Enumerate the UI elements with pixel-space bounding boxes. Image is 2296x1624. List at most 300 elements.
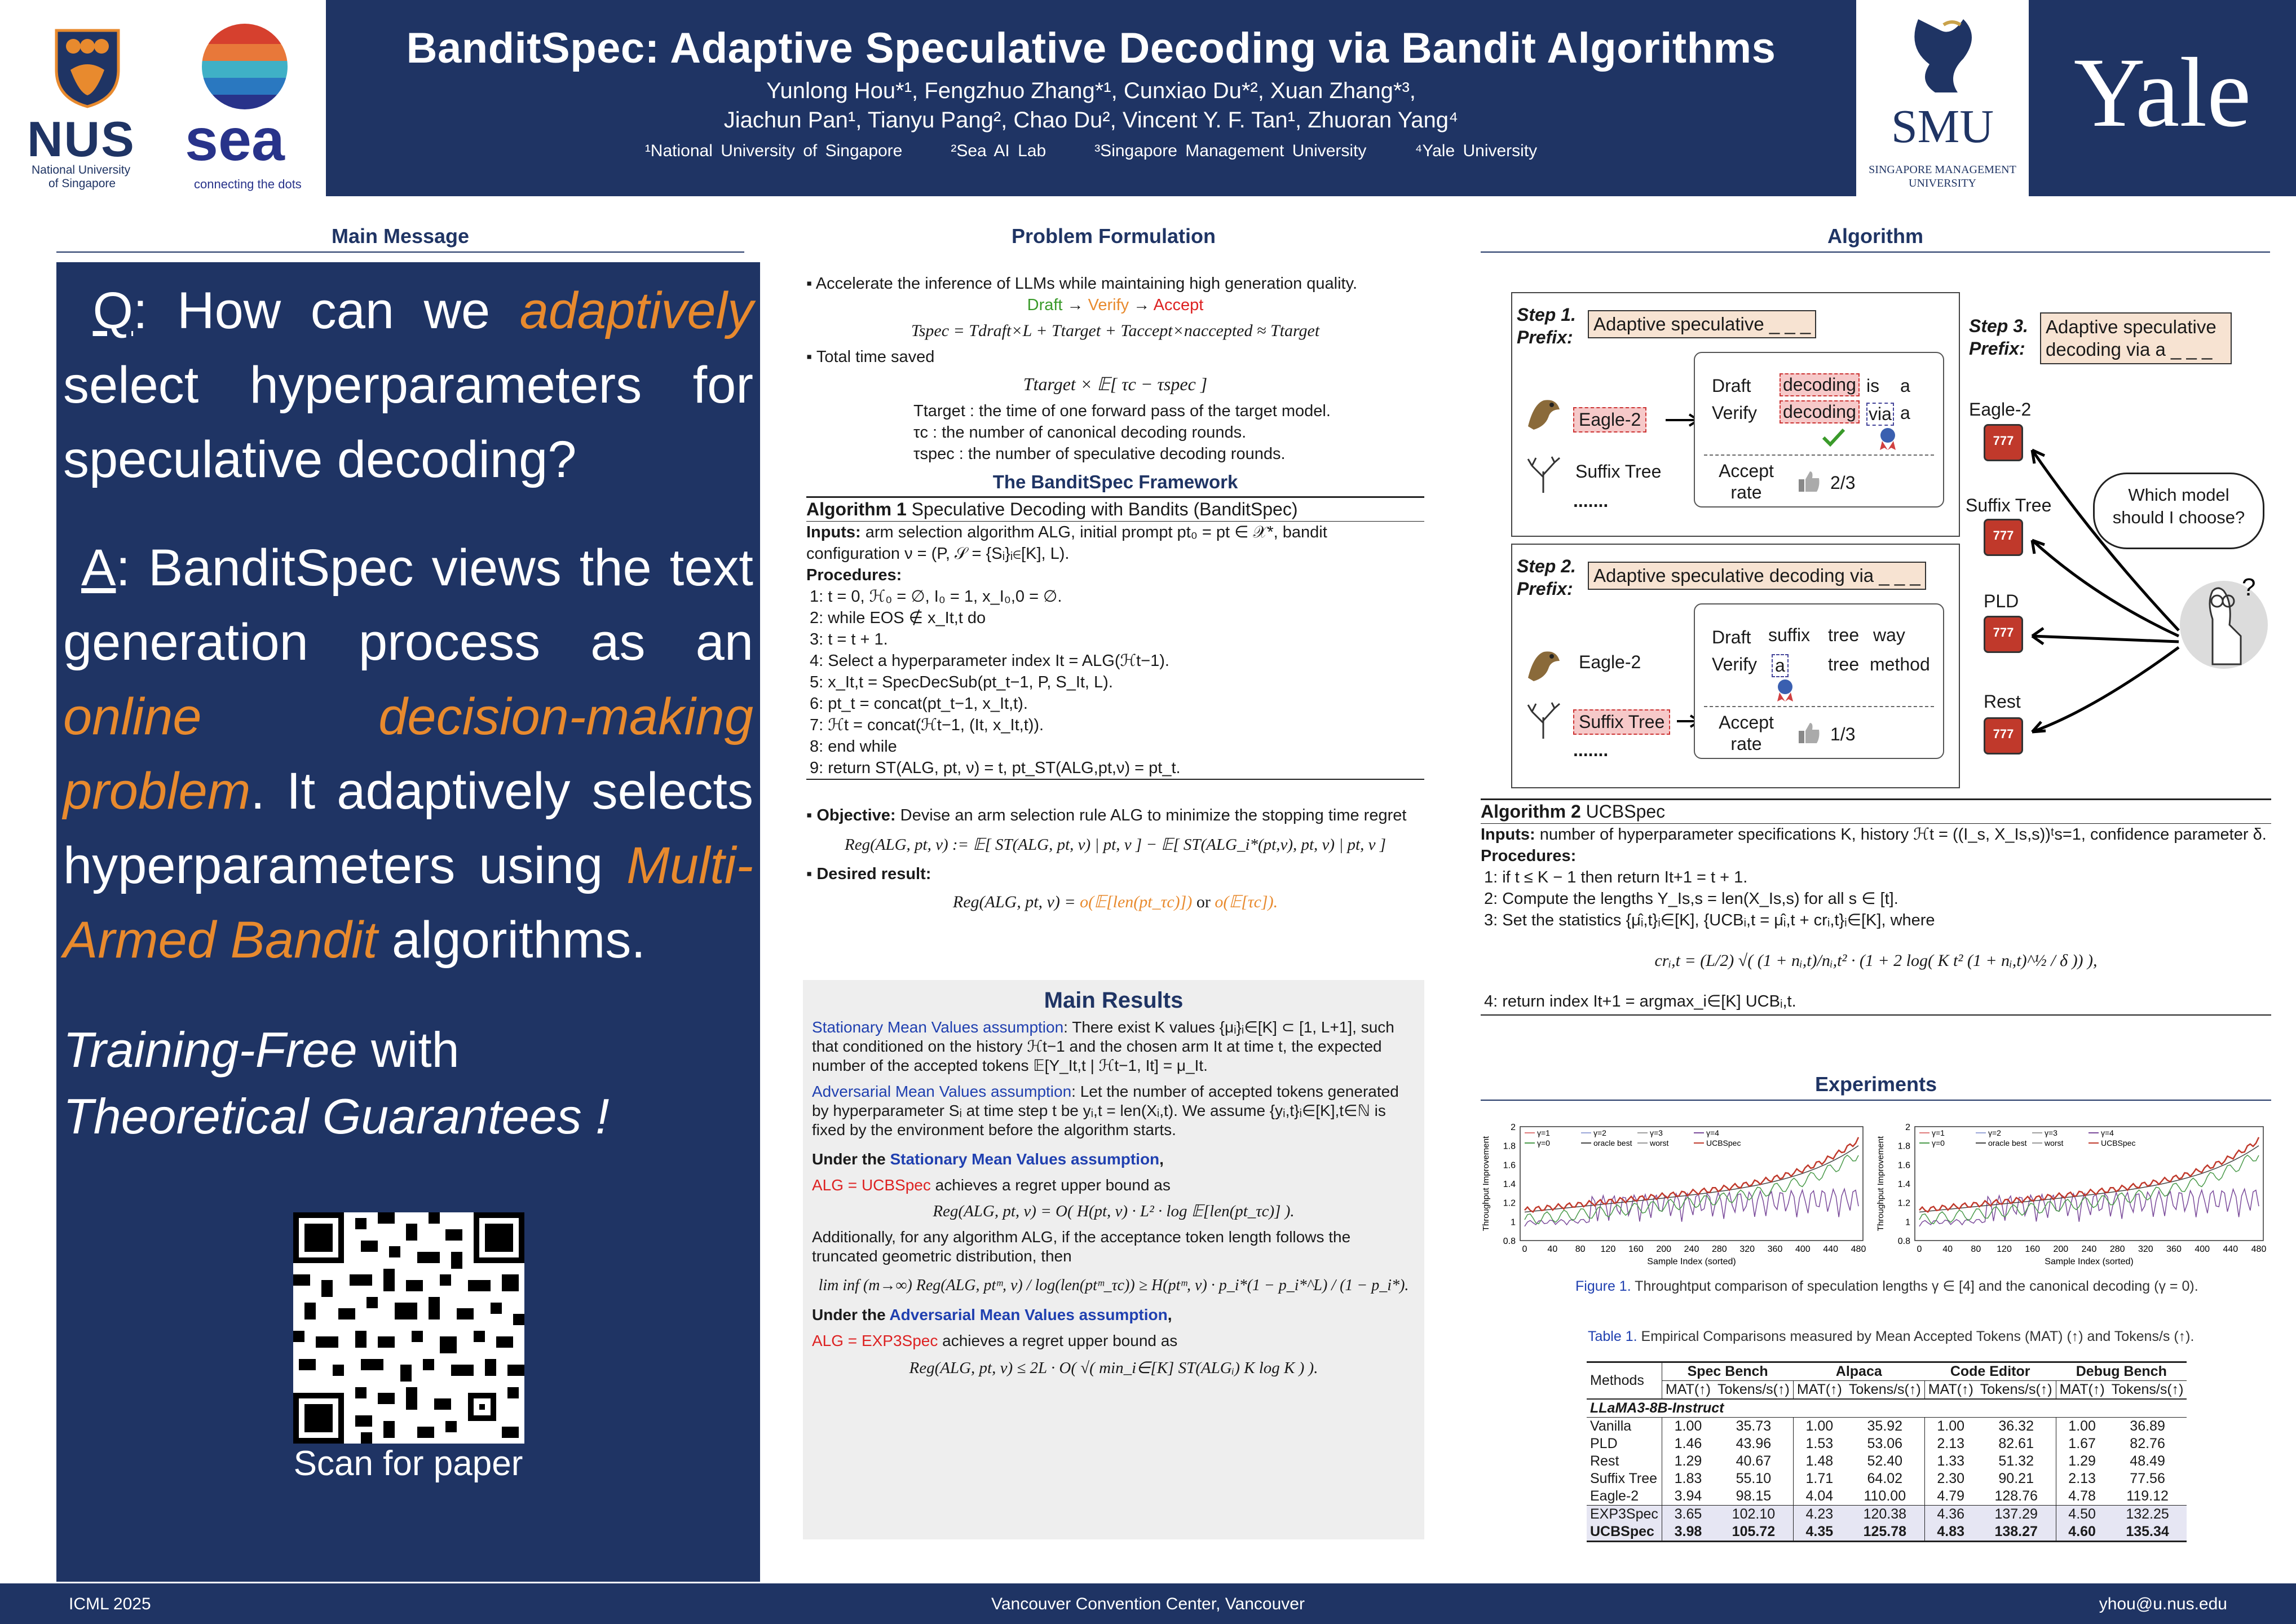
verify-label: Verify	[1712, 654, 1758, 674]
algorithm-line: 4: Select a hyperparameter index It = ALG(ℋt−1).	[810, 652, 1169, 670]
algorithm-line: 1: if t ≤ K − 1 then return It+1 = t + 1.	[1484, 868, 1748, 886]
legend-label: oracle best	[1988, 1138, 2027, 1148]
table-cell: 3.65	[1674, 1506, 1702, 1522]
sea-logo-icon	[200, 21, 290, 112]
table-cell: 120.38	[1845, 1506, 1924, 1524]
table-cell: 36.89	[2130, 1418, 2165, 1434]
x-tick-label: 200	[2053, 1245, 2069, 1254]
logo-panel	[0, 0, 326, 196]
step2-panel	[1511, 544, 1960, 788]
griffin-icon	[1522, 392, 1565, 435]
legend-label: UCBSpec	[1706, 1138, 1741, 1148]
eq4-part: Reg(ALG, pt, ν) =	[952, 893, 1080, 911]
equation-lower-bound: lim inf (m→∞) Reg(ALG, ptᵐ, ν) / log(len(ptᵐ_τc)) ≥ H(ptᵐ, ν) · p_i*(1 − p_i*^L) / (1 − p_i*).	[818, 1277, 1409, 1294]
x-tick-label: 160	[2025, 1245, 2041, 1254]
alg1-lines	[806, 586, 1424, 779]
q-label: Q	[92, 282, 134, 339]
accept-rate-label: Accept rate	[1719, 461, 1774, 502]
table-method-cell: PLD	[1587, 1435, 1662, 1453]
table-row	[1587, 1435, 2187, 1453]
algorithm-line: 7: ℋt = concat(ℋt−1, (It, x_It,t)).	[810, 716, 1044, 734]
x-tick-label: 240	[1684, 1245, 1699, 1254]
legend-label: worst	[1650, 1138, 1669, 1148]
x-tick-label: 360	[1767, 1245, 1783, 1254]
table-cell: 82.61	[1977, 1435, 2056, 1453]
legend-label: γ=4	[2101, 1128, 2114, 1137]
y-tick-label: 1.8	[1897, 1141, 1910, 1151]
table-cell: 4.78	[2068, 1488, 2096, 1504]
title-band	[326, 0, 1856, 196]
table-row	[1587, 1523, 2187, 1542]
table-cell: 1.48	[1805, 1453, 1834, 1469]
table-cell: 135.34	[2126, 1524, 2169, 1539]
x-tick-label: 0	[1522, 1245, 1527, 1254]
ucbspec-label: ALG = UCBSpec	[812, 1176, 931, 1194]
table-cell: 4.83	[1937, 1524, 1965, 1539]
legend-label: γ=3	[2045, 1128, 2057, 1137]
desired-label: Desired result:	[816, 865, 931, 883]
result-text: achieves a regret upper bound as	[938, 1332, 1178, 1349]
eq4-highlight: o(𝔼[τc]).	[1215, 893, 1278, 911]
training-free-italic: Training-Free	[63, 1022, 357, 1078]
table-cell: 52.40	[1845, 1453, 1924, 1470]
draft-token: decoding	[1780, 373, 1860, 396]
pipeline-row	[806, 294, 1424, 316]
table-header: Debug Bench	[2056, 1362, 2187, 1381]
x-tick-label: 320	[1739, 1245, 1755, 1254]
table-cell: 4.04	[1805, 1488, 1834, 1504]
table-cell: 1.00	[1805, 1418, 1834, 1434]
table-cell: 98.15	[1714, 1488, 1793, 1506]
table-header: Spec Bench	[1662, 1362, 1793, 1381]
table-subheader-row	[1587, 1381, 2187, 1400]
sea-tagline: connecting the dots	[194, 177, 302, 191]
algorithm-line: 3: Set the statistics {μ̂ᵢ,t}ᵢ∈[K], {UCBᵢ,t = μ̂ᵢ,t + crᵢ,t}ᵢ∈[K], where	[1484, 911, 1935, 929]
table-cell: 4.36	[1937, 1506, 1965, 1522]
table-method-cell: Vanilla	[1587, 1418, 1662, 1436]
algorithm-line: 9: return ST(ALG, pt, ν) = t, pt_ST(ALG,pt,ν) = pt_t.	[810, 759, 1181, 777]
x-tick-label: 160	[1628, 1245, 1644, 1254]
alg2-inputs-text: number of hyperparameter specifications K, history ℋt = ((I_s, X_Is,s))ᵗs=1, confidence parameter δ.	[1539, 826, 2267, 844]
arm-label-pld: PLD	[1984, 591, 2019, 611]
x-tick-label: 40	[1942, 1245, 1953, 1254]
verify-token: tree	[1828, 654, 1860, 674]
nus-subtitle: of Singapore	[48, 177, 116, 190]
accept-rate-value: 1/3	[1830, 724, 1856, 744]
smu-subtitle: SINGAPORE MANAGEMENT	[1869, 164, 2016, 176]
table-cell: 1.83	[1674, 1471, 1702, 1486]
y-tick-label: 1.2	[1503, 1198, 1516, 1208]
table-cell: 35.73	[1714, 1418, 1793, 1436]
objective-label: Objective:	[816, 806, 896, 824]
nus-crest-icon	[51, 25, 124, 109]
answer-part: algorithms.	[377, 911, 646, 969]
nus-subtitle: National University	[32, 164, 131, 176]
affiliations	[326, 142, 1856, 161]
table-cell: 110.00	[1845, 1488, 1924, 1506]
stationary-text: : There exist K values {μᵢ}ᵢ∈[K] ⊂ [1, L+1], such that conditioned on the history ℋt−1 and the chosen arm It at time t, the expected number of the accepted tokens 𝔼[Y_It,t | ℋt−1, It] = μ_It.	[812, 1018, 1394, 1074]
authors-line: Jiachun Pan¹, Tianyu Pang², Chao Du², Vincent Y. F. Tan¹, Zhuoran Yang⁴	[723, 108, 1459, 133]
table-header: Alpaca	[1793, 1362, 1924, 1381]
problem-formulation-body	[806, 273, 1424, 920]
pipeline-accept: Accept	[1153, 296, 1204, 314]
table-cell: 1.67	[2068, 1436, 2096, 1451]
x-tick-label: 400	[2195, 1245, 2210, 1254]
y-axis-label: Throughput Improvement	[1876, 1136, 1886, 1232]
eq4-part: or	[1192, 893, 1215, 911]
table-cell: 3.98	[1674, 1524, 1702, 1539]
table-label: Table 1.	[1588, 1329, 1637, 1344]
table-header: Methods	[1587, 1362, 1662, 1400]
objective-body: Devise an arm selection rule ALG to minimize the stopping time regret	[900, 806, 1407, 824]
y-tick-label: 1.4	[1503, 1180, 1516, 1189]
table-cell: 3.94	[1674, 1488, 1702, 1504]
section-heading-experiments: Experiments	[1481, 1073, 2271, 1101]
bullet-time-saved: Total time saved	[816, 348, 935, 366]
table-method-cell: Suffix Tree	[1587, 1470, 1662, 1488]
algorithm-line: 2: while EOS ∉ x_It,t do	[810, 609, 986, 627]
table-cell: 1.33	[1937, 1453, 1965, 1469]
yale-logo-panel	[2029, 0, 2296, 196]
bullet-text: ▪ Accelerate the inference of LLMs while maintaining high generation quality.	[806, 275, 1358, 293]
sea-logo-text: sea	[185, 107, 285, 173]
table-cell: 40.67	[1714, 1453, 1793, 1470]
arrow-icon: →	[1067, 296, 1084, 314]
legend-label: γ=1	[1537, 1128, 1550, 1137]
y-tick-label: 1.2	[1897, 1198, 1910, 1208]
footer-email[interactable]: yhou@u.nus.edu	[2099, 1595, 2227, 1613]
y-axis-label: Throughput Improvement	[1481, 1136, 1491, 1232]
training-free-rest: with	[357, 1022, 460, 1078]
main-results-panel	[803, 980, 1424, 1539]
arm-label-rest: Rest	[1984, 691, 2021, 712]
table-cell: 35.92	[1845, 1418, 1924, 1436]
prefix-label: Prefix:	[1969, 338, 2025, 359]
thumbs-up-icon	[1796, 469, 1821, 494]
algorithm1-title	[806, 498, 1424, 522]
y-tick-label: 0.8	[1897, 1237, 1910, 1246]
step2-model-box	[1694, 603, 1944, 759]
suffix-tree-arm: Suffix Tree	[1575, 461, 1662, 482]
table-cell: 137.29	[1977, 1506, 2056, 1524]
more-arms-dots: .......	[1573, 740, 1609, 760]
legend-label: γ=3	[1650, 1128, 1663, 1137]
y-tick-label: 1.6	[1503, 1160, 1516, 1171]
algorithm2-title	[1481, 800, 2271, 824]
step3-label: Step 3.	[1969, 316, 2028, 336]
badge-icon	[1876, 426, 1899, 451]
poster-title: BanditSpec: Adaptive Speculative Decoding via Bandit Algorithms	[406, 24, 1776, 72]
alg1-inputs-label: Inputs:	[806, 523, 861, 541]
alg1-inputs-text: arm selection algorithm ALG, initial prompt pt₀ = pt ∈ 𝒳*, bandit configuration ν = (P, 𝒮 = {Sᵢ}ᵢ∈[K], L).	[806, 523, 1327, 563]
algorithm-line: 1: t = 0, ℋ₀ = ∅, I₀ = 1, x_I₀,0 = ∅.	[810, 588, 1062, 606]
smu-logo-panel	[1856, 0, 2029, 196]
slot-machine-icon: 777	[1984, 424, 2023, 461]
arm-label-suffix-tree: Suffix Tree	[1966, 495, 2052, 515]
table-cell: 1.00	[1937, 1418, 1965, 1434]
x-tick-label: 440	[2223, 1245, 2238, 1254]
table-cell: 82.76	[2130, 1436, 2165, 1451]
alg1-name: Speculative Decoding with Bandits (BanditSpec)	[911, 499, 1298, 519]
which-model-question: Which model should I choose?	[2112, 485, 2245, 527]
prefix-label: Prefix:	[1517, 327, 1573, 347]
verify-token: a	[1772, 654, 1789, 677]
nus-logo-text: NUS	[27, 111, 135, 167]
step3-prefix: Adaptive speculative decoding via a _ _ _	[2040, 312, 2232, 364]
table-cell: 102.10	[1714, 1506, 1793, 1524]
divider	[1704, 454, 1934, 456]
plot-frame	[1915, 1127, 2263, 1241]
under-stationary	[803, 1150, 1424, 1169]
table-header-row	[1587, 1362, 2187, 1381]
table1-caption	[1588, 1329, 2194, 1345]
y-tick-label: 1.8	[1503, 1141, 1516, 1151]
desired-text: ▪ Desired result:	[806, 865, 931, 883]
x-axis-label: Sample Index (sorted)	[2045, 1257, 2134, 1266]
table-cell: 64.02	[1845, 1470, 1924, 1488]
equation-time-saved: Ttarget × 𝔼[ τc − τspec ]	[1023, 374, 1208, 394]
definition-ttarget: Ttarget : the time of one forward pass of the target model.	[913, 402, 1331, 420]
section-heading-main-message: Main Message	[56, 224, 744, 253]
table-cell: 4.23	[1805, 1506, 1834, 1522]
poster-footer	[0, 1583, 2296, 1624]
adversarial-assumption	[803, 1082, 1424, 1140]
under-adversarial	[803, 1305, 1424, 1325]
y-tick-label: 2	[1511, 1123, 1516, 1132]
table-cell: 4.35	[1805, 1524, 1834, 1539]
qr-code-icon[interactable]	[293, 1212, 524, 1444]
x-tick-label: 0	[1917, 1245, 1922, 1254]
x-axis-label: Sample Index (sorted)	[1647, 1257, 1736, 1266]
eagle-arm: Eagle-2	[1579, 652, 1641, 672]
legend-label: γ=4	[1706, 1128, 1719, 1137]
svg-text:?: ?	[2242, 573, 2256, 601]
tree-icon	[1524, 454, 1563, 494]
eagle-arm-selected: Eagle-2	[1573, 407, 1646, 433]
accept-rate-label: Accept rate	[1719, 712, 1774, 754]
affiliation: ³Singapore Management University	[1094, 142, 1367, 160]
answer-part: : BanditSpec views the text generation process as an	[63, 539, 753, 671]
footer-venue: Vancouver Convention Center, Vancouver	[991, 1595, 1305, 1613]
alg2-inputs-label: Inputs:	[1481, 826, 1535, 844]
equation-desired	[806, 892, 1424, 913]
figure-caption-text: Throughtput comparison of speculation lengths γ ∈ [4] and the canonical decoding (γ = 0).	[1635, 1278, 2198, 1294]
verify-token: method	[1870, 654, 1930, 674]
table-subheader: Tokens/s(↑)	[1845, 1381, 1924, 1400]
y-tick-label: 1.4	[1897, 1180, 1910, 1189]
griffin-icon	[1522, 644, 1565, 687]
table-cell: 4.50	[2068, 1506, 2096, 1522]
alg2-label: Algorithm 2	[1481, 801, 1581, 822]
draft-label: Draft	[1712, 376, 1751, 396]
table-method-cell: EXP3Spec	[1587, 1506, 1662, 1524]
step3-panel	[1964, 292, 2272, 786]
table-cell: 2.30	[1937, 1471, 1965, 1486]
pipeline-verify: Verify	[1088, 296, 1129, 314]
table-subheader: Tokens/s(↑)	[1977, 1381, 2056, 1400]
draft-label: Draft	[1712, 627, 1751, 647]
footer-conference: ICML 2025	[69, 1595, 151, 1613]
slot-machine-icon: 777	[1984, 717, 2023, 754]
alg2-lines	[1481, 867, 2271, 931]
x-tick-label: 40	[1547, 1245, 1558, 1254]
table-method-cell: Eagle-2	[1587, 1488, 1662, 1506]
figure1-caption	[1575, 1278, 2198, 1295]
table-cell: 1.46	[1674, 1436, 1702, 1451]
table-cell: 4.60	[2068, 1524, 2096, 1539]
results-table-wrap	[1587, 1361, 2184, 1542]
verify-token: decoding	[1780, 400, 1860, 423]
stationary-label: Stationary Mean Values assumption	[812, 1018, 1064, 1036]
x-tick-label: 400	[1795, 1245, 1811, 1254]
y-tick-label: 1.6	[1897, 1160, 1910, 1171]
table-row	[1587, 1470, 2187, 1488]
smu-lion-icon	[1896, 14, 1992, 98]
under-assumption: Adversarial Mean Values assumption	[889, 1306, 1168, 1323]
more-arms-dots: .......	[1573, 491, 1609, 511]
table-cell: 1.71	[1805, 1471, 1834, 1486]
objective-text: ▪ Objective: Devise an arm selection rule ALG to minimize the stopping time regret	[806, 806, 1407, 824]
table-cell: 77.56	[2130, 1471, 2165, 1486]
algorithm1-box	[806, 496, 1424, 780]
training-free-text	[56, 1017, 760, 1150]
table-cell: 2.13	[1937, 1436, 1965, 1451]
table-cell: 2.13	[2068, 1471, 2096, 1486]
draft-token: is	[1866, 376, 1880, 396]
algorithm-line: 2: Compute the lengths Y_Is,s = len(X_Is,s) for all s ∈ [t].	[1484, 890, 1898, 908]
guarantees-italic: Theoretical Guarantees !	[63, 1088, 610, 1144]
definition-tauc: τc : the number of canonical decoding rounds.	[913, 423, 1247, 442]
affiliation: ¹National University of Singapore	[644, 142, 903, 160]
x-tick-label: 320	[2138, 1245, 2153, 1254]
table-subheader: MAT(↑)	[1928, 1382, 1973, 1397]
exp3spec-label: ALG = EXP3Spec	[812, 1332, 938, 1349]
algorithm-line: 8: end while	[810, 738, 897, 756]
alg1-proc-label: Procedures:	[806, 566, 902, 584]
draft-token: a	[1900, 376, 1910, 396]
answer-highlight: online decision-making problem	[63, 688, 753, 820]
table-row	[1587, 1453, 2187, 1470]
table-method-cell: UCBSpec	[1587, 1523, 1662, 1542]
question-highlight: adaptively	[519, 282, 753, 339]
definitions	[806, 400, 1424, 465]
alg1-label: Algorithm 1	[806, 499, 907, 519]
stationary-assumption	[803, 1018, 1424, 1075]
thumbs-up-icon	[1796, 721, 1821, 745]
step1-prefix: Adaptive speculative _ _ _	[1588, 310, 1816, 338]
table-group-label: LLaMA3-8B-Instruct	[1590, 1400, 1724, 1416]
smu-logo-text: SMU	[1891, 100, 1994, 153]
step1-label: Step 1.	[1517, 304, 1576, 325]
x-tick-label: 200	[1656, 1245, 1672, 1254]
figure-label: Figure 1.	[1575, 1278, 1631, 1294]
definition-tauspec: τspec : the number of speculative decoding rounds.	[913, 445, 1286, 463]
x-tick-label: 80	[1971, 1245, 1981, 1254]
scan-for-paper-label: Scan for paper	[293, 1444, 523, 1483]
suffix-tree-arm-selected: Suffix Tree	[1573, 709, 1670, 735]
verify-token: via	[1866, 403, 1894, 426]
draft-token: tree	[1828, 625, 1860, 645]
checkmark-icon	[1821, 427, 1846, 447]
prefix-label: Prefix:	[1517, 579, 1573, 599]
step1-model-box	[1694, 352, 1944, 508]
table-cell: 43.96	[1714, 1435, 1793, 1453]
under-text: Under the	[812, 1306, 890, 1323]
answer-text	[56, 531, 760, 977]
x-tick-label: 80	[1575, 1245, 1586, 1254]
table-cell: 1.29	[1674, 1453, 1702, 1469]
table-cell: 1.00	[2068, 1418, 2096, 1434]
x-tick-label: 240	[2081, 1245, 2097, 1254]
table-subheader: MAT(↑)	[2059, 1382, 2105, 1397]
main-results-heading: Main Results	[1044, 988, 1184, 1013]
smu-subtitle: UNIVERSITY	[1909, 177, 1976, 189]
table-cell: 1.29	[2068, 1453, 2096, 1469]
results-table	[1587, 1361, 2187, 1542]
algorithm-line: 6: pt_t = concat(pt_t−1, x_It,t).	[810, 695, 1028, 713]
legend-label: UCBSpec	[2101, 1138, 2136, 1148]
llama-icon	[2179, 568, 2269, 670]
x-tick-label: 480	[2251, 1245, 2267, 1254]
equation-ucb-bound: Reg(ALG, pt, ν) = O( H(pt, ν) · L² · log 𝔼[len(pt_τc)] ).	[933, 1202, 1295, 1220]
legend-label: γ=0	[1932, 1138, 1945, 1148]
table-subheader: MAT(↑)	[1665, 1382, 1711, 1397]
table-row	[1587, 1418, 2187, 1436]
table-cell: 4.79	[1937, 1488, 1965, 1504]
table-cell: 48.49	[2130, 1453, 2165, 1469]
under-text: ,	[1159, 1150, 1164, 1168]
badge-icon	[1774, 678, 1796, 703]
algorithm-line: 3: t = t + 1.	[810, 630, 888, 648]
verify-token: a	[1900, 403, 1910, 423]
table-subheader: Tokens/s(↑)	[2111, 1382, 2184, 1397]
alg2-inputs	[1481, 824, 2271, 845]
table-cell: 105.72	[1714, 1523, 1793, 1542]
x-tick-label: 280	[1711, 1245, 1727, 1254]
legend-label: oracle best	[1593, 1138, 1632, 1148]
yale-logo-text: Yale	[2073, 38, 2251, 148]
eq4-highlight: o(𝔼[len(pt_τc)])	[1080, 893, 1193, 911]
table-cell: 132.25	[2126, 1506, 2169, 1522]
equation-regret: Reg(ALG, pt, ν) := 𝔼[ ST(ALG, pt, ν) | pt, ν ] − 𝔼[ ST(ALG_i*(pt,ν), pt, ν) | pt, ν ]	[844, 836, 1387, 854]
lower-bound-text: Additionally, for any algorithm ALG, if the acceptance token length follows the truncated geometric distribution, then	[812, 1228, 1351, 1265]
slot-machine-icon: 777	[1984, 519, 2023, 556]
table-caption-text: Empirical Comparisons measured by Mean Accepted Tokens (MAT) (↑) and Tokens/s (↑).	[1641, 1329, 2195, 1344]
section-heading-problem: Problem Formulation	[1011, 224, 1216, 248]
poster-header	[0, 0, 2296, 196]
equation-confidence-radius: crᵢ,t = (L/2) √( (1 + nᵢ,t)/nᵢ,t² · (1 + 2 log( K t² (1 + nᵢ,t)^½ / δ )) ),	[1654, 951, 2098, 970]
authors-line: Yunlong Hou*¹, Fengzhuo Zhang*¹, Cunxiao Du*², Xuan Zhang*³,	[766, 78, 1416, 103]
bullet-text: ▪ Total time saved	[806, 348, 935, 366]
table-body	[1587, 1399, 2187, 1542]
alg2-name: UCBSpec	[1586, 801, 1666, 822]
plot-frame	[1520, 1127, 1863, 1241]
table-subheader: Tokens/s(↑)	[1714, 1381, 1793, 1400]
slot-machine-icon: 777	[1984, 616, 2023, 653]
step2-label: Step 2.	[1517, 556, 1576, 576]
table-method-cell: Rest	[1587, 1453, 1662, 1470]
table-cell: 90.21	[1977, 1470, 2056, 1488]
legend-label: γ=1	[1932, 1128, 1945, 1137]
affiliation: ²Sea AI Lab	[951, 142, 1047, 160]
draft-token: suffix	[1768, 625, 1811, 645]
question-part: select hyperparameters for speculative decoding?	[63, 356, 753, 488]
algorithm2-box	[1481, 798, 2271, 1016]
step1-panel	[1511, 292, 1960, 537]
table-cell: 55.10	[1714, 1470, 1793, 1488]
table-header: Code Editor	[1924, 1362, 2056, 1381]
answer-part: . It adaptively selects hyperparameters using	[63, 762, 753, 894]
